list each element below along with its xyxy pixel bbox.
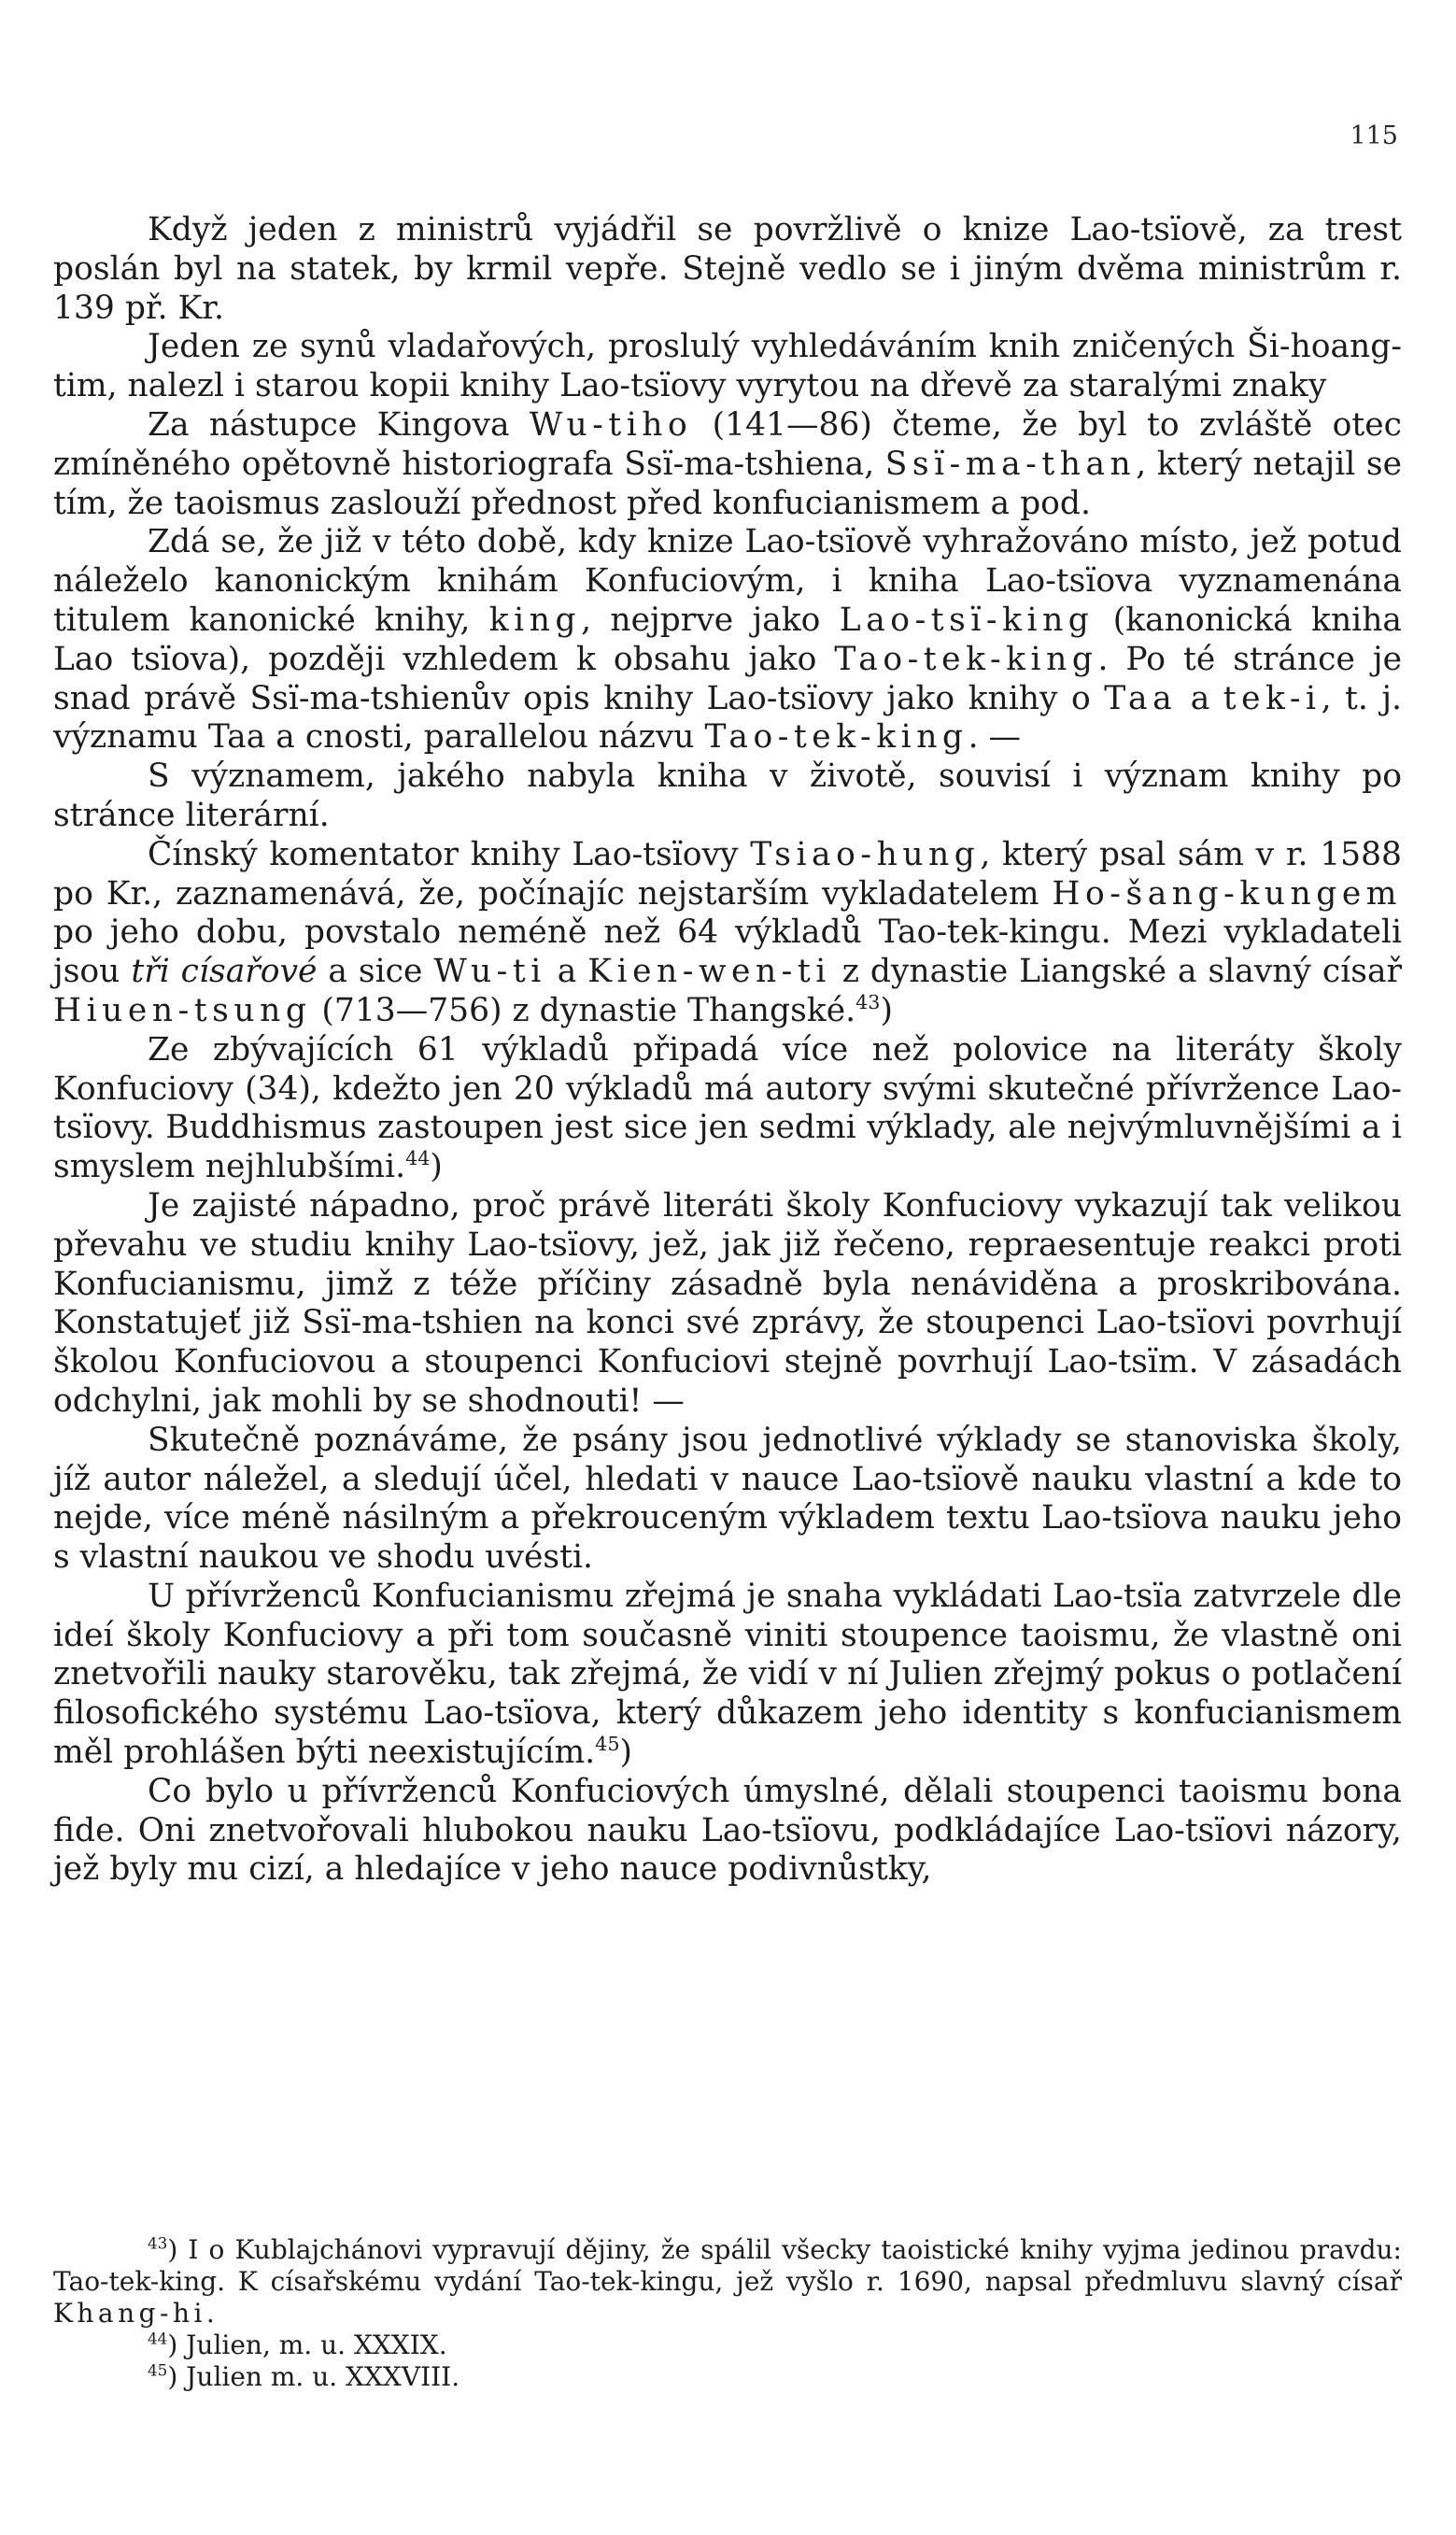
text-run: Jeden ze synů vladařových, proslulý vyhledáváním knih zničených Ši-hoang-tim, nalezl i starou kopii knihy Lao-tsïovy vyrytou na dřevě za staralými znaky — [53, 328, 1402, 405]
text-run: , nejprve jako — [581, 601, 840, 639]
footnote — [53, 2361, 1402, 2393]
text-run: ) Julien, m. u. XXXIX. — [167, 2330, 447, 2360]
page-number: 115 — [1350, 121, 1398, 150]
spaced-emphasis: Hiuen-tsung — [53, 991, 312, 1029]
footnote-ref: 45 — [148, 2360, 168, 2380]
footnotes — [53, 2234, 1402, 2393]
text-run: . — — [968, 718, 1021, 757]
text-run: . — [205, 2298, 215, 2329]
text-run: . Po té stránce je snad právě Ssï-ma-tshienův opis knihy Lao-tsïovy jako knihy o — [53, 640, 1403, 717]
text-run: S významem, jakého nabyla kniha v životě, souvisí i význam knihy po stránce literární. — [53, 758, 1402, 834]
text-run: Skutečně poznáváme, že psány jsou jednotlivé výklady se stanoviska školy, jíž autor náležel, a sledují účel, hledati v nauce Lao-tsïově nauku vlastní a kde to nejde, více méně násilným a překrouceným výkladem textu Lao-tsïova nauku jeho s vlastní naukou ve shodu uvésti. — [53, 1421, 1402, 1577]
text-run: ) — [430, 1148, 443, 1186]
text-run: , t. j. významu Taa a cnosti, parallelou názvu — [53, 679, 1402, 757]
spaced-emphasis: Lao-tsï-king — [839, 601, 1095, 639]
footnote — [53, 2234, 1402, 2330]
text-run: ) — [619, 1734, 632, 1772]
paragraph — [53, 406, 1402, 523]
spaced-emphasis: Tsiao-hung — [750, 835, 981, 873]
paragraph — [53, 1422, 1402, 1578]
paragraph — [53, 1187, 1402, 1422]
body-text — [53, 211, 1402, 1890]
text-run: a sice — [317, 953, 434, 991]
text-run: Je zajisté nápadno, proč právě literáti školy Konfuciovy vykazují tak velikou převahu ve studiu knihy Lao-tsïovy, jež, jak již řečeno, repraesentuje reakci proti Konfucianismu, jimž z téže příčiny zásadně byla nenáviděna a proskribována. Konstatujeť již Ssï-ma-tshien na konci své zprávy, že stoupenci Lao-tsïovi povrhují školou Konfuciovou a stoupenci Konfuciovi stejně povrhují Lao-tsïm. V zásadách odchylni, jak mohli by se shodnouti! — — [53, 1186, 1402, 1420]
footnote — [53, 2330, 1402, 2361]
paragraph — [53, 836, 1402, 1031]
text-run: (kanonická kniha Lao tsïova), později vzhledem k obsahu jako — [53, 601, 1402, 678]
text-run: a — [545, 953, 588, 991]
spaced-emphasis: Khang-hi — [53, 2298, 206, 2329]
paragraph — [53, 1578, 1402, 1773]
text-run: po jeho dobu, povstalo neméně než 64 výkladů Tao-tek-kingu. Mezi vykladateli jsou — [53, 913, 1402, 991]
footnote-ref: 45 — [595, 1733, 620, 1756]
spaced-emphasis: Taa — [1104, 679, 1178, 717]
paragraph — [53, 328, 1402, 406]
footnote-ref: 43 — [148, 2233, 168, 2253]
spaced-emphasis: Ho-šang-kungem — [1052, 874, 1402, 913]
text-run: ) — [880, 991, 893, 1029]
text-run: (713—756) z dynastie Thangské. — [311, 991, 856, 1029]
spaced-emphasis: Ssï-ma-than — [884, 445, 1137, 483]
paragraph — [53, 758, 1402, 836]
text-run: , který psal sám v r. 1588 po Kr., zaznamenává, že, počínajíc nejstarším vykladatelem — [53, 835, 1402, 913]
spaced-emphasis: tek-i — [1223, 679, 1322, 717]
spaced-emphasis: Tao-tek-king — [834, 640, 1098, 678]
text-run: z dynastie Liangské a slavný císař — [830, 953, 1403, 991]
footnote-ref: 44 — [148, 2329, 168, 2348]
text-run: Zdá se, že již v této době, kdy knize Lao-tsïově vyhražováno místo, jež potud náleželo kanonickým knihám Konfuciovým, i kniha Lao-tsïova vyznamenána titulem kanonické knihy, — [53, 523, 1402, 639]
paragraph — [53, 523, 1402, 758]
spaced-emphasis: king — [488, 601, 582, 639]
footnote-ref: 44 — [405, 1147, 431, 1170]
paragraph — [53, 1773, 1402, 1890]
paragraph — [53, 1031, 1402, 1187]
spaced-emphasis: Wu-tiho — [529, 405, 693, 444]
footnote-ref: 43 — [855, 991, 881, 1014]
text-run: Čínský komentator knihy Lao-tsïovy — [148, 835, 751, 873]
text-run: a — [1177, 679, 1223, 717]
paragraph — [53, 211, 1402, 328]
text-run: (141—86) čteme, že byl to zvláště otec zmíněného opětovně historiografa Ssï-ma-tshiena, — [53, 405, 1402, 483]
text-run: Co bylo u přívrženců Konfuciových úmyslné, dělali stoupenci taoismu bona fide. Oni znetvořovali hlubokou nauku Lao-tsïovu, podkládajíce Lao-tsïovi názory, jež byly mu cizí, a hledajíce v jeho nauce podivnůstky, — [53, 1772, 1402, 1889]
text-run: , který netajil se tím, že taoismus zaslouží přednost před konfucianismem a pod. — [53, 445, 1402, 522]
text-run: Ze zbývajících 61 výkladů připadá více než polovice na literáty školy Konfuciovy (34), kdežto jen 20 výkladů má autory svými skutečné přívržence Lao-tsïovy. Buddhismus zastoupen jest sice jen sedmi výklady, ale nejvýmluvnějšími a i smyslem nejhlubšími. — [53, 1030, 1402, 1186]
spaced-emphasis: Wu-ti — [433, 953, 546, 991]
spaced-emphasis: Kien-wen-ti — [587, 953, 831, 991]
text-run: Když jeden z ministrů vyjádřil se povržlivě o knize Lao-tsïově, za trest poslán byl na statek, by krmil vepře. Stejně vedlo se i jiným dvěma ministrům r. 139 př. Kr. — [53, 211, 1402, 327]
text-run: ) I o Kublajchánovi vypravují dějiny, že spálil všecky taoistické knihy vyjma jedinou pravdu: Tao-tek-king. K císařskému vydání Tao-tek-kingu, jež vyšlo r. 1690, napsal předmluvu slavný císař — [53, 2234, 1402, 2297]
spaced-emphasis: Tao-tek-king — [704, 718, 968, 757]
italic-emphasis: tři císařové — [131, 953, 318, 991]
text-run: Za nástupce Kingova — [148, 405, 530, 444]
text-run: ) Julien m. u. XXXVIII. — [167, 2361, 460, 2392]
text-run: U přívrženců Konfucianismu zřejmá je snaha vykládati Lao-tsïa zatvrzele dle ideí školy Konfuciovy a při tom současně viniti stoupence taoismu, že vlastně oni znetvořili nauky starověku, tak zřejmá, že vidí v ní Julien zřejmý pokus o potlačení filosofického systému Lao-tsïova, který důkazem jeho identity s konfucianismem měl prohlášen býti neexistujícím. — [53, 1577, 1402, 1772]
